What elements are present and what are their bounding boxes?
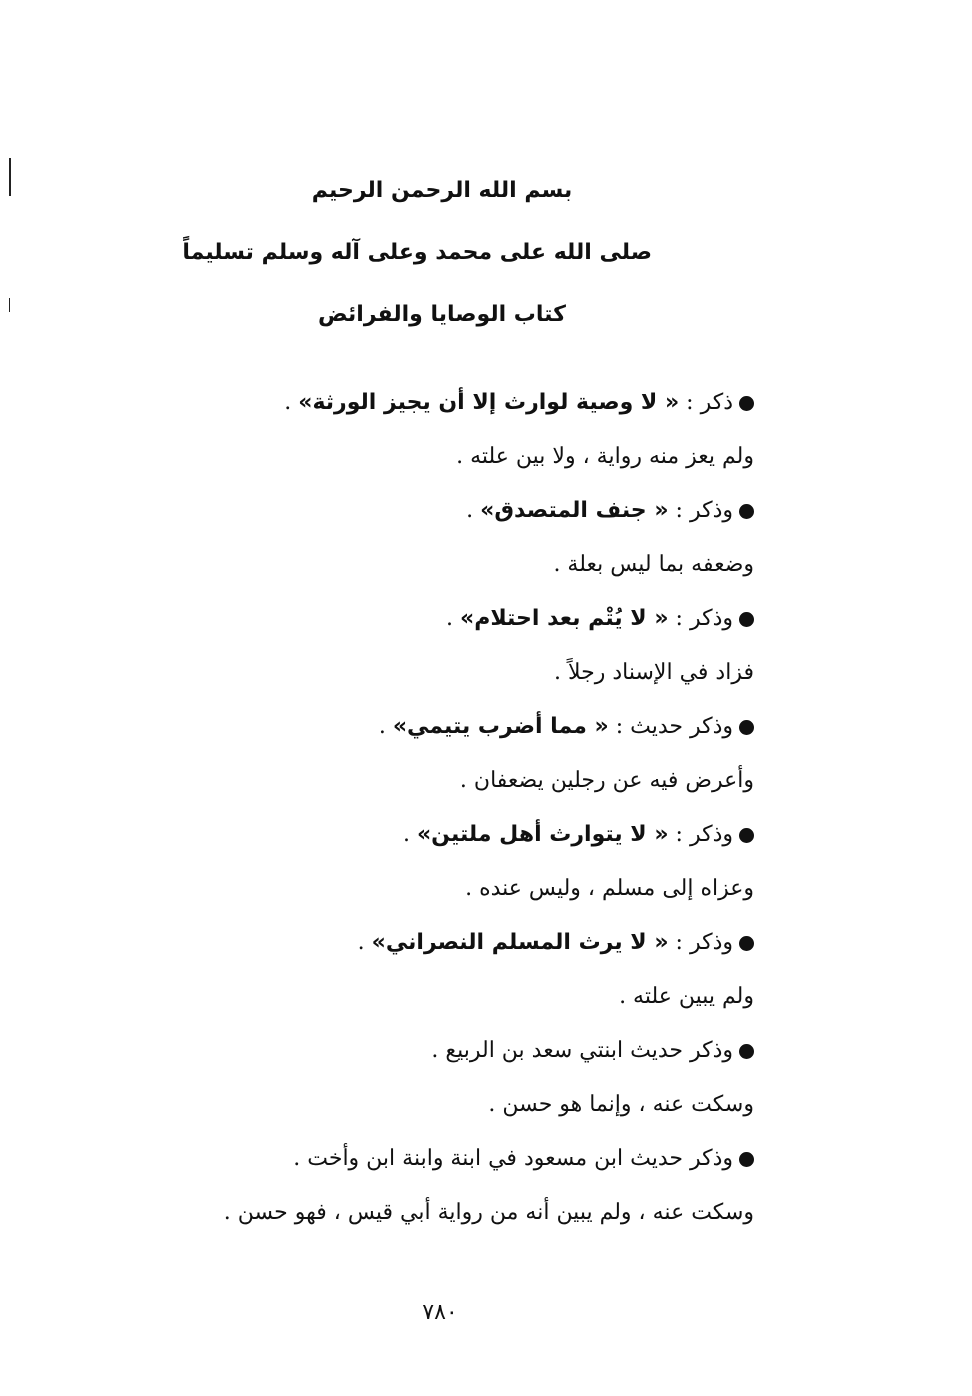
entry-lead: وذكر :: [675, 930, 733, 955]
hadith-entry: [194, 1132, 754, 1186]
page-header: [182, 160, 652, 346]
commentary-line: وضعفه بما ليس بعلة .: [553, 552, 754, 577]
commentary-line: وعزاه إلى مسلم ، وليس عنده .: [465, 876, 754, 901]
commentary-line: ولم يعز منه رواية ، ولا بين علته .: [456, 444, 754, 469]
hadith-entry: [194, 808, 754, 862]
chapter-title: كتاب الوصايا والفرائض: [318, 302, 566, 327]
bullet-icon: [739, 828, 754, 843]
commentary-line: فزاد في الإسناد رجلاً .: [554, 660, 754, 685]
entry-tail: .: [402, 822, 417, 847]
hadith-quote: « جنف المتصدق»: [480, 498, 669, 523]
entry-tail: .: [357, 930, 372, 955]
bullet-icon: [739, 504, 754, 519]
hadith-entry: [194, 484, 754, 538]
commentary-line: وسكت عنه ، ولم يبين أنه من رواية أبي قيس ، فهو حسن .: [223, 1200, 754, 1225]
scan-edge-mark: [9, 158, 11, 196]
hadith-quote: « مما أضرب يتيمي»: [392, 714, 609, 739]
entry-tail: .: [284, 390, 299, 415]
hadith-entry: [194, 916, 754, 970]
hadith-quote: « لا يرث المسلم النصراني»: [371, 930, 669, 955]
commentary-line: ولم يبين علته .: [619, 984, 754, 1009]
bullet-icon: [739, 1152, 754, 1167]
hadith-entry: [194, 700, 754, 754]
salawat-line: صلى الله على محمد وعلى آله وسلم تسليماً: [182, 240, 652, 265]
entry-lead: ذكر :: [686, 390, 733, 415]
bullet-icon: [739, 720, 754, 735]
entry-tail: .: [378, 714, 393, 739]
page-number: ٧٨٠: [422, 1300, 458, 1325]
hadith-entry: [194, 376, 754, 430]
bullet-icon: [739, 396, 754, 411]
hadith-quote: « لا يتوارث أهل ملتين»: [416, 822, 669, 847]
entry-lead: وذكر حديث ابنتي سعد بن الربيع .: [431, 1038, 733, 1063]
entry-tail: .: [466, 498, 481, 523]
hadith-entry: [194, 592, 754, 646]
bullet-icon: [739, 936, 754, 951]
bullet-icon: [739, 1044, 754, 1059]
entry-lead: وذكر :: [675, 606, 733, 631]
hadith-entry: [194, 1024, 754, 1078]
commentary-line: وسكت عنه ، وإنما هو حسن .: [488, 1092, 754, 1117]
hadith-quote: « لا يُتْم بعد احتلام»: [460, 606, 669, 631]
body-text: [194, 376, 754, 1240]
basmala: بسم الله الرحمن الرحيم: [311, 178, 573, 203]
scan-edge-mark: [9, 298, 10, 312]
entry-lead: وذكر :: [675, 498, 733, 523]
hadith-quote: « لا وصية لوارث إلا أن يجيز الورثة»: [298, 390, 680, 415]
entry-lead: وذكر حديث ابن مسعود في ابنة وابنة ابن وأخت .: [293, 1146, 733, 1171]
entry-lead: وذكر :: [675, 822, 733, 847]
entry-lead: وذكر حديث :: [615, 714, 733, 739]
commentary-line: وأعرض فيه عن رجلين يضعفان .: [459, 768, 754, 793]
bullet-icon: [739, 612, 754, 627]
entry-tail: .: [446, 606, 461, 631]
